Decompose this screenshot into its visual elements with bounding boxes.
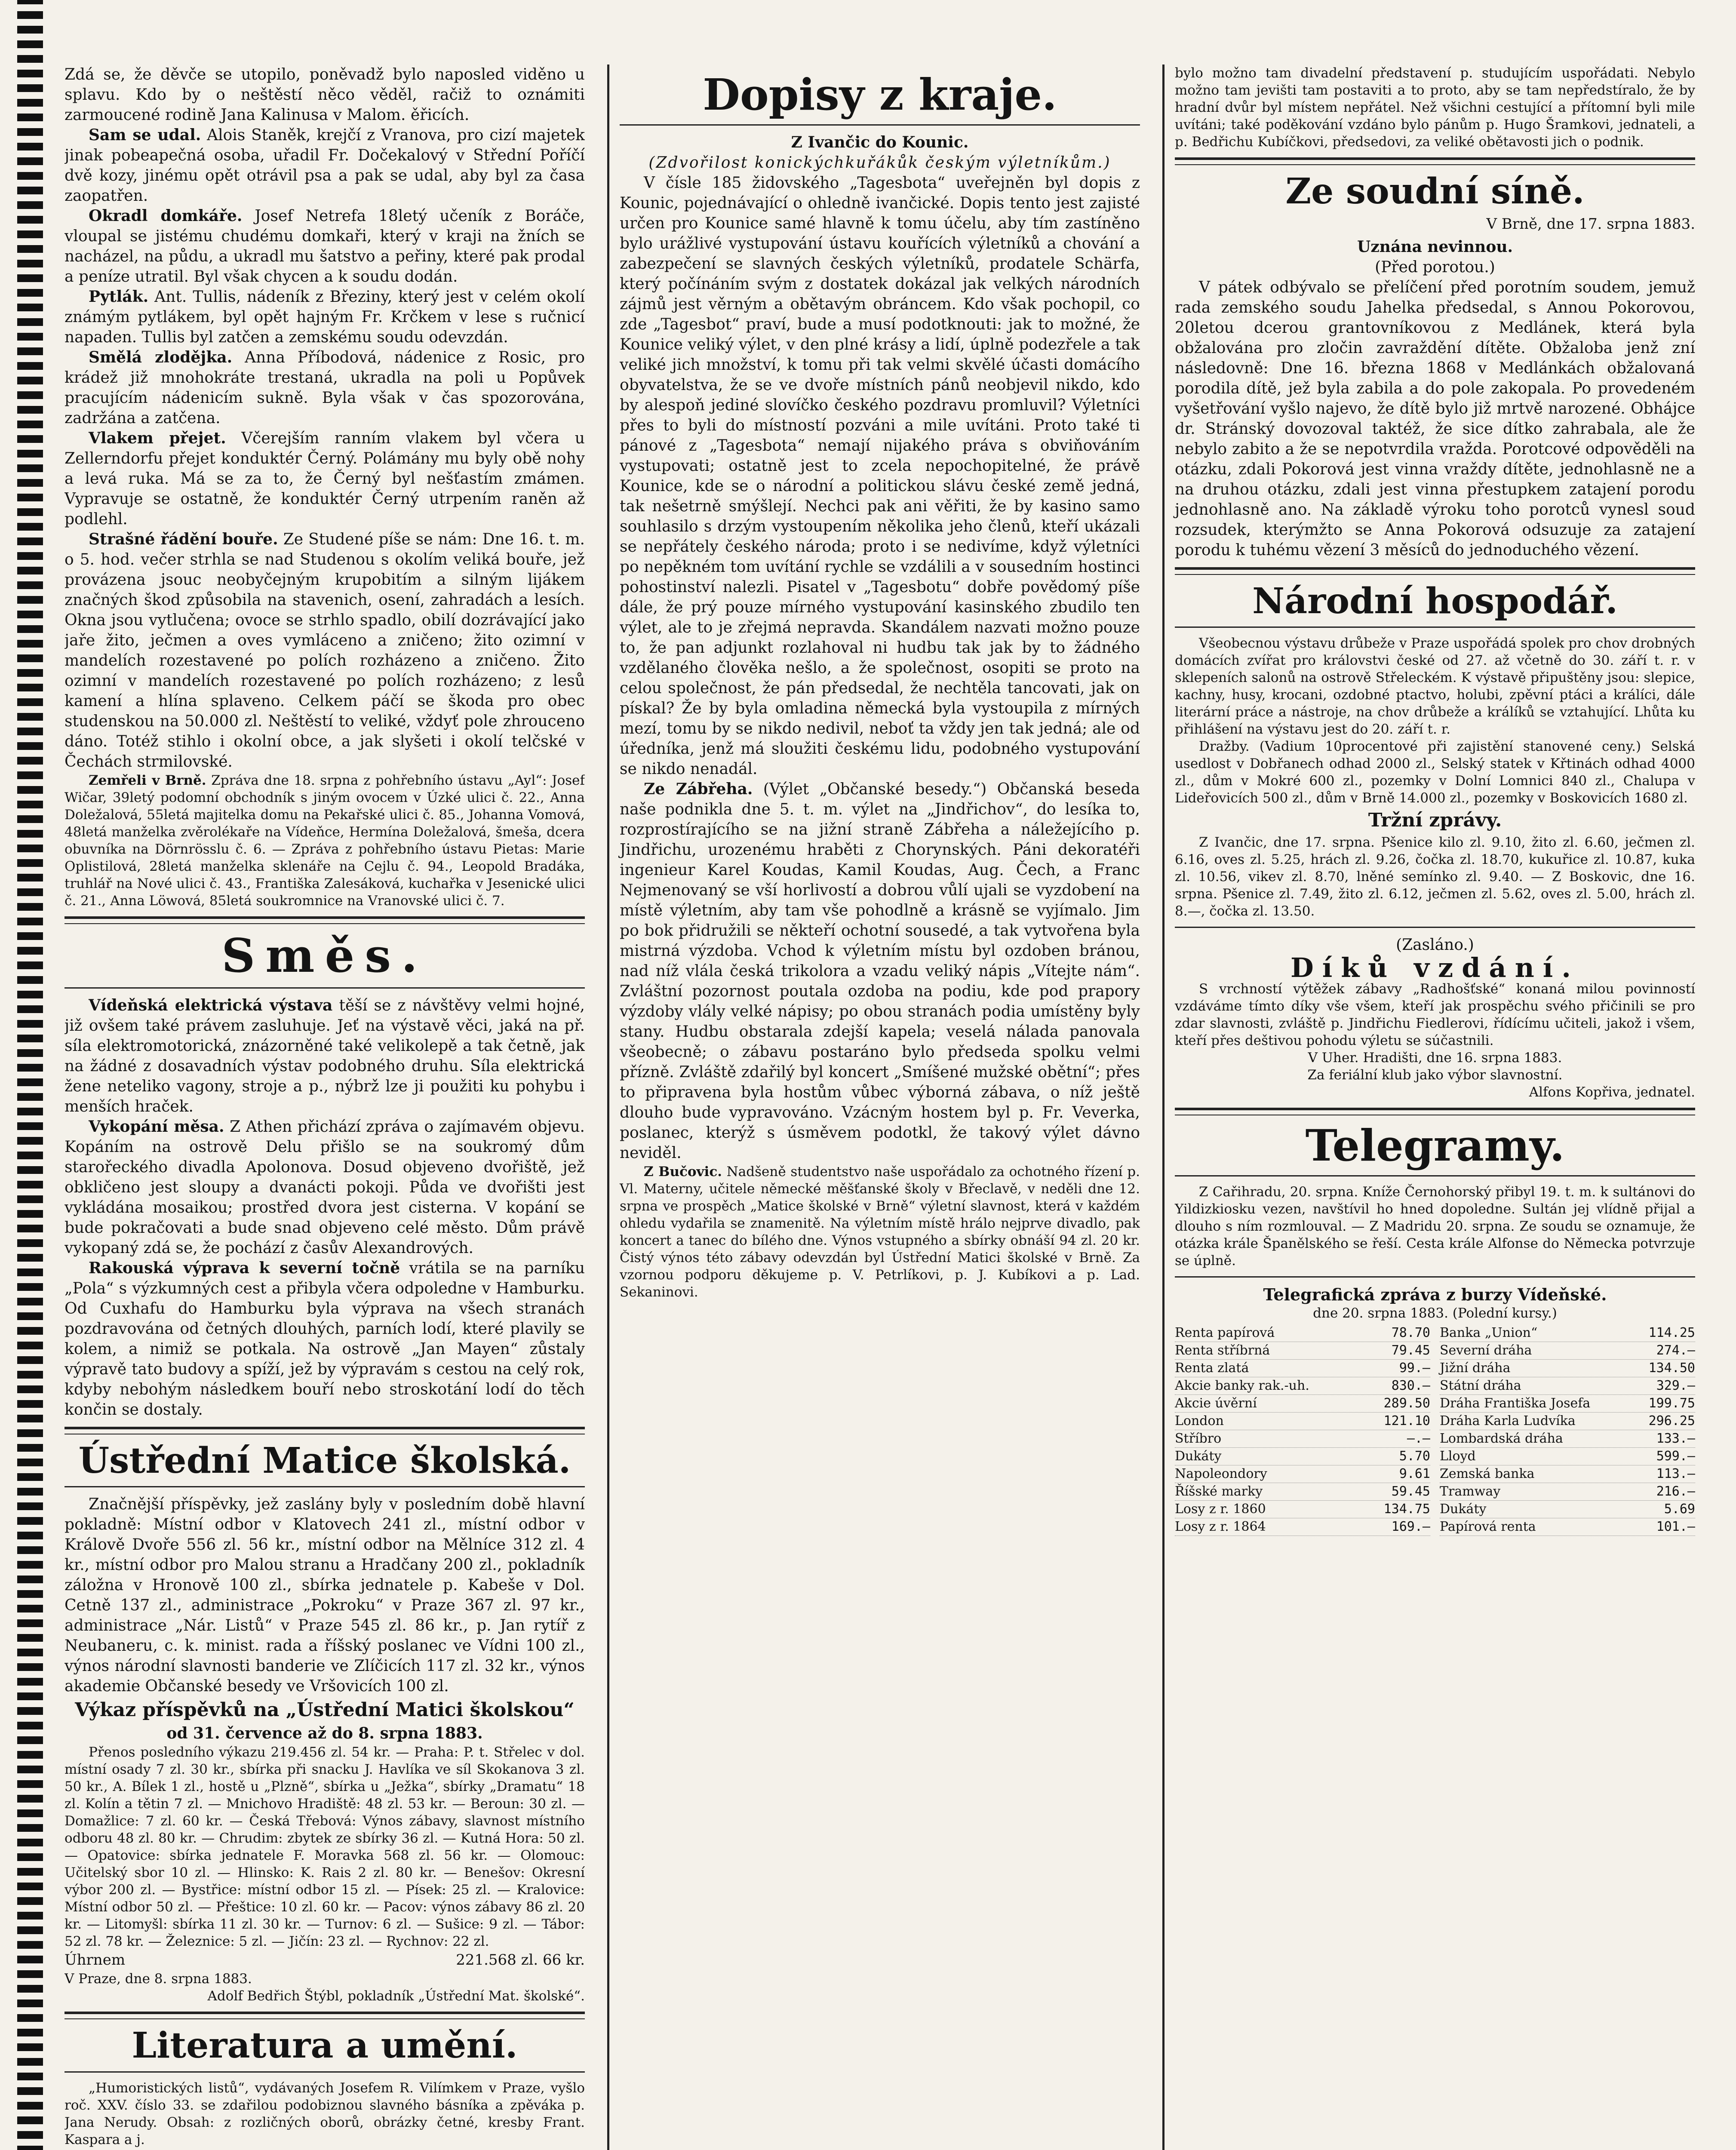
smes-item [65, 995, 585, 1117]
news-item-head: Okradl domkáře. [89, 207, 243, 225]
stock-value: 289.50 [1383, 1396, 1430, 1411]
section-divider [1175, 927, 1695, 928]
stock-name: Tramway [1440, 1484, 1501, 1499]
column-1 [65, 64, 585, 2150]
column-3 [1162, 64, 1695, 2150]
stock-row [1440, 1430, 1695, 1448]
stock-value: 134.75 [1383, 1502, 1430, 1517]
news-item-text: Alois Staněk, krejčí z Vranova, pro cizí majetek jinak pobeapečná osoba, uřadil Fr. Dočekalový v Střední Poříčí dvě kozy, jinému opět otrávil psa a pak se udal, aby byl za časa zaopatřen. [65, 126, 585, 205]
news-item-head: Smělá zlodějka. [89, 348, 233, 366]
stock-row [1175, 1483, 1430, 1501]
stock-value: 199.75 [1648, 1396, 1695, 1411]
stock-value: 5.69 [1664, 1502, 1695, 1517]
stock-name: Lombardská dráha [1440, 1431, 1563, 1447]
stock-name: Lloyd [1440, 1449, 1476, 1464]
trh-title: Tržní zprávy. [1368, 809, 1502, 832]
dopis-ivancice-text: V čísle 185 židovského „Tagesbota“ uveřejněn byl dopis z Kounic, pojednávající o ohledně ivančické. Dopis tento jest zajisté určen pro Kounice samé hlavně k tomu účelu, aby tím zastíněno bylo urážlivé vystupování ústavu kouřících výletníků a chování a zabezpečení se slavných českých výletníků, prodatele Schärfa, který počínáním svým z dostatek dokázal jak velkých národních zájmů jest věrným a obětavým obráncem. Kdo však pochopil, co zde „Tagesbot“ praví, bude a musí podotknouti: jak to možné, že Kounice veliký výlet, v den plné krásy a lidí, úplně podezřele a tak veliké jich množství, k tomu při tak velmi skvělé účasti domácího obyvatelstva, že se ve dvoře místních pánů neobjevil nikdo, kdo by alespoň jediné slovíčko českého pozdravu promluvil? Výletníci přes to byli do místností pozváni a mile uvítáni. Proto také ti pánové z „Tagesbota“ nemají nijakého práva s obviňováním vystupovati; ostatně jest to zcela nepochopitelné, že právě Kounice, kde se o národní a politickou slávu české země jedná, tak nešetrně smýšlejí. Nechci pak ani věřiti, že by kasino samo souhlasilo s drzým vystoupením několika jeho členů, kteří ukázali se nepřátely českého národa; proto i se nedivíme, když výletníci po nepěkném tom uvítání rychle se vzdálili a v sousedním hostinci pohostinství nalezli. Pisatel v „Tagesbotu“ dobře povědomý píše dále, že prý pouze mírného vystupování kasinského zbudilo ten výlet, ale to je zřejmá nepravda. Skandálem nazvati možno pouze to, že pan adjunkt rozlahoval ni hudbu tak jak by to žádného vzdělaného člověka nešlo, a že společnost, osopiti se proto na celou společnost, že pán předsedal, že nechtěla tancovati, jak on pískal? Že by byla omladina německá byla vystoupila z mírných mezí, tomu by se nikdo nedivil, neboť ta vždy jen tak jedná; ale od úředníka, jenž má sloužiti českému lidu, podobného vystupování se nikdo nenadál. [620, 174, 1140, 778]
news-item-head: Vlakem přejet. [89, 429, 226, 447]
news-item-head: Sam se udal. [89, 126, 201, 144]
stock-row [1175, 1324, 1430, 1342]
vykaz-text: Přenos posledního výkazu 219.456 zl. 54 kr. — Praha: P. t. Střelec v dol. místní osady 7 zl. 30 kr., sbírka při snacku J. Havlíka ve síl Skokanova 3 zl. 50 kr., A. Bílek 1 zl., hostě u „Plzně“, sbírka u „Ježka“, sbírky „Dramatu“ 18 zl. Kolín a tětin 7 zl. — Mnichovo Hradiště: 48 zl. 53 kr. — Beroun: 30 zl. — Domažlice: 7 zl. 60 kr. — Česká Třebová: Výnos zábavy, slavnost místního odboru 48 zl. 80 kr. — Chrudim: zbytek ze sbírky 36 zl. — Kutná Hora: 50 zl. — Opatovice: sbírka jednatele F. Moravka 568 zl. 56 kr. — Olomouc: Učitelský sbor 10 zl. — Hlinsko: K. Rais 2 zl. 80 kr. — Benešov: Okresní výbor 200 zl. — Bystřice: místní odbor 15 zl. — Písek: 25 zl. — Kralovice: Místní odbor 50 zl. — Přeštice: 10 zl. 60 kr. — Pacov: výnos zábavy 86 zl. 20 kr. — Litomyšl: sbírka 11 zl. 30 kr. — Turnov: 6 zl. — Sušice: 9 zl. — Tábor: 52 zl. 78 kr. — Železnice: 5 zl. — Jičín: 23 zl. — Rychnov: 22 zl. [65, 1745, 585, 1950]
stock-row [1175, 1413, 1430, 1430]
news-item-head: Zemřeli v Brně. [89, 773, 206, 788]
stock-name: Akcie banky rak.-uh. [1175, 1378, 1309, 1394]
section-divider [65, 2071, 585, 2073]
column-2 [607, 64, 1140, 2150]
dikuvzdani-title: Díků vzdání. [1290, 952, 1579, 984]
news-item [65, 529, 585, 772]
stock-row [1440, 1465, 1695, 1483]
stock-value: 101.— [1656, 1519, 1695, 1535]
news-item-text: Ant. Tullis, nádeník z Březiny, který jest v celém okolí známým pytlákem, byl opět hajným Fr. Krčkem v lese s ručnicí napaden. Tullis byl zatčen a zemskému soudu odevzdán. [65, 288, 585, 346]
dopis-ivancice-head: Z Ivančic do Kounic. [791, 133, 969, 151]
news-item [65, 347, 585, 428]
vykaz-total-label: Úhrnem [65, 1951, 126, 1969]
literatura-title: Literatura a umění. [132, 2025, 518, 2067]
smes-title: Směs. [221, 929, 428, 983]
news-item-text: Anna Příbodová, nádenice z Rosic, pro krádež již mnohokráte trestaná, ukradla na poli u Popůvek pracujícím nádenicím sukně. Byla však v čas spozorována, zadržána a zatčena. [65, 349, 585, 427]
stock-value: 121.10 [1383, 1413, 1430, 1429]
stock-row [1175, 1342, 1430, 1360]
smes-item [65, 1117, 585, 1258]
dikuvzdani-date: V Uher. Hradišti, dne 16. srpna 1883. [1308, 1050, 1562, 1066]
col1-intro: Zdá se, že děvče se utopilo, poněvadž bylo naposled viděno u splavu. Kdo by o neštěstí něco věděl, račiž to oznámiti zarmoucené rodině Jana Kalinusa v Malom. ěřicích. [65, 66, 585, 124]
soud-text: V pátek odbývalo se přelíčení před porotním soudem, jemuž rada zemského soudu Jahelka předsedal, s Annou Pokorovou, 20letou dcerou grantovníkovou z Medlánek, která byla obžalována pro zločin zavraždění dítěte. Obžaloba jenž zní následovně: Dne 16. března 1868 v Medlánkách obžalovaná porodila dítě, jež byla zabila a do pole zakopala. Po provedeném vyšetřování vyšlo najevo, že dítě bylo již mrtvě narozené. Obhájce dr. Stránský dovozoval taktéž, že sice dítko zahrabala, ale že nebylo zabito a že se nepotvrdila vražda. Porotcové odpověděli na otázku, zdali Pokorová jest vinna vraždy dítěte, jednohlasně ne a na druhou otázku, zdali jest vinna přestupkem zatajení porodu jednohlasně ano. Na základě výroku toho porotců vynesl soud rozsudek, kterýmžto se Anna Pokorová odsuzuje za zatajení porodu k tuhému vězení 3 měsíců do jednoduchého vězení. [1175, 279, 1695, 559]
stock-name: Dukáty [1440, 1502, 1487, 1517]
stock-col-right [1440, 1324, 1695, 1536]
stock-row [1175, 1360, 1430, 1377]
stock-row [1440, 1413, 1695, 1430]
smes-item-text: Z Athen přichází zpráva o zajímavém objevu. Kopáním na ostrově Delu přišlo se na soukromý dům starořeckého divadla Apolonova. Dosud objeveno dvořiště, jež obkličeno jest sloupy a dvanácti pokoji. Půda ve dvořišti jest vykládána mosaikou; prostřed dvora jest cisterna. V kopání se bude pokračovati a bude snad objeveno celé město. Dům právě vykopaný zdá se, že pochází z časův Alexandrových. [65, 1118, 585, 1257]
stock-value: 59.45 [1391, 1484, 1430, 1499]
stock-col-left [1175, 1324, 1430, 1536]
stock-value: 216.— [1656, 1484, 1695, 1499]
smes-item-head: Vykopání měsa. [89, 1118, 224, 1136]
dopisy-title: Dopisy z kraje. [703, 69, 1057, 120]
vykaz-total-row [65, 1950, 585, 1970]
section-divider [65, 2012, 585, 2019]
stock-name: Papírová renta [1440, 1519, 1536, 1535]
stock-row [1175, 1430, 1430, 1448]
stock-value: 830.— [1391, 1378, 1430, 1394]
stock-name: Renta papírová [1175, 1325, 1275, 1341]
stock-row [1175, 1395, 1430, 1413]
dikuvzdani-name: Alfons Kopřiva, jednatel. [1529, 1084, 1695, 1100]
stock-name: Napoleondory [1175, 1466, 1267, 1482]
telegramy-title: Telegramy. [1305, 1120, 1565, 1171]
vykaz-total-value: 221.568 zl. 66 kr. [456, 1951, 585, 1969]
stock-name: Dráha Františka Josefa [1440, 1396, 1591, 1411]
stock-name: Říšské marky [1175, 1484, 1263, 1499]
dopis-bucovice-head: Z Bučovic. [644, 1164, 722, 1179]
stock-name: Renta zlatá [1175, 1361, 1249, 1376]
stock-row [1440, 1483, 1695, 1501]
stock-name: Zemská banka [1440, 1466, 1535, 1482]
news-item-head: Pytlák. [89, 288, 149, 306]
smes-item-head: Rakouská výprava k severní točně [89, 1259, 400, 1278]
stock-row [1440, 1448, 1695, 1465]
burza-subtitle: dne 20. srpna 1883. (Polední kursy.) [1313, 1305, 1557, 1321]
stock-name: Dráha Karla Ludvíka [1440, 1413, 1576, 1429]
stock-value: 78.70 [1391, 1325, 1430, 1341]
stock-value: 113.— [1656, 1466, 1695, 1482]
col3-intro: bylo možno tam divadelní představení p. studujícím uspořádati. Nebylo možno tam jevišti tam postaviti a to proto, aby se tam nepředstíralo, že by hradní dvůr byl místem nepřátel. Než všichni cestující a přítomní byli mile uvítáni; také poděkování vzdáno bylo pánům p. Hugo Šramkovi, jednateli, a p. Bedřichu Kubíčkovi, předsedovi, za veliké obětavosti jich o podnik. [1175, 65, 1695, 150]
stock-value: 133.— [1656, 1431, 1695, 1447]
dopis-zabreh-text: (Výlet „Občanské besedy.“) Občanská beseda naše podnikla dne 5. t. m. výlet na „Jindřichov“, do lesíka to, rozprostírajícího se na jižní straně Zábřeha a náležejícího p. Jindřichu, urozenému hraběti z Chorynských. Páni dekoratéři ingenieur Karel Koudas, Kamil Koudas, Aug. Čech, a Franc Nejmenovaný se vší horlivostí a dobrou vůlí ujali se vyzdobení na místě výletním, aby tam vše pohodlně a krásně se vyjímalo. Jim po bok přidružili se někteří ochotní sousedé, a tak vytvořena byla mistrná výzdoba. Vchod k výletním místu byl ozdoben bránou, nad níž vlála česká trikolora a vzadu veliký nápis „Vítejte nám“. Zvláštní pozornost poutala ozdoba na podiu, kde pod prapory výzdoby vlály velké nápisy; po obou stranách podia umístěny byly stany. Hudbu obstarala zdejší kapela; veselá nálada panovala všeobecně; o zábavu postaráno bylo předseda spolku velmi přízně. Zvláště zdařilý byl koncert „Smíšené mužské obětní“; přes to připravena byla hostům vůbec výborná zábava, o níž ještě dlouho bude vypravováno. Vzácným hostem byl p. Fr. Veverka, poslanec, kterýž s úsměvem podotkl, že takový výlet dávno neviděl. [620, 780, 1140, 1162]
section-divider [1175, 567, 1695, 575]
stock-value: 99.— [1399, 1361, 1430, 1376]
section-divider [1175, 157, 1695, 165]
stock-table [1175, 1324, 1695, 1536]
burza-title: Telegrafická zpráva z burzy Vídeňské. [1263, 1285, 1607, 1305]
stock-row [1175, 1465, 1430, 1483]
vykaz-signature: Adolf Bedřich Štýbl, pokladník „Ústřední Mat. školské“. [207, 1988, 585, 2004]
dopis-ivancice-sub: (Zdvořilost konickýchkuřákůk českým výletníkům.) [648, 154, 1111, 172]
news-item-head: Strašné řádění bouře. [89, 530, 278, 548]
stock-name: Severní dráha [1440, 1343, 1532, 1358]
stock-row [1440, 1518, 1695, 1536]
section-divider [1175, 1276, 1695, 1278]
stock-row [1440, 1377, 1695, 1395]
stock-name: Renta stříbrná [1175, 1343, 1270, 1358]
stock-name: Losy z r. 1860 [1175, 1502, 1266, 1517]
matice-text: Značnější příspěvky, jež zaslány byly v posledním době hlavní pokladně: Místní odbor v Klatovech 241 zl., místní odbor v Králově Dvoře 556 zl. 56 kr., místní odbor na Mělníce 312 zl. 4 kr., místní odbor pro Malou stranu a Hradčany 200 zl., pokladník záložna v Hronově 100 zl., sbírka jednatele p. Kabeše v Dol. Cetně 137 zl., administrace „Pokroku“ v Praze 367 zl. 97 kr., administrace „Nár. Listů“ v Praze 545 zl. 86 kr., p. Jan rytíř z Neubaneru, c. k. minist. rada a říšský poslanec ve Vídni 100 zl., výnos národní slavnosti banderie ve Zlíčicích 117 zl. 32 kr., výnos akademie Občanské besedy ve Vršovicích 100 zl. [65, 1496, 585, 1695]
stock-row [1440, 1324, 1695, 1342]
stock-name: Dukáty [1175, 1449, 1222, 1464]
section-divider [65, 987, 585, 989]
dopis-bucovice [620, 1163, 1140, 1301]
dopis-zabreh-head: Ze Zábřeha. [644, 780, 753, 798]
smes-item-head: Vídeňská elektrická výstava [89, 996, 333, 1015]
soud-title: Ze soudní síně. [1285, 171, 1585, 212]
news-item [65, 287, 585, 347]
stock-row [1175, 1518, 1430, 1536]
stock-row [1440, 1360, 1695, 1377]
news-item [65, 428, 585, 529]
section-divider [1175, 627, 1695, 628]
vykaz-date: V Praze, dne 8. srpna 1883. [65, 1971, 252, 1987]
stock-row [1440, 1501, 1695, 1518]
section-divider [65, 1486, 585, 1487]
stock-value: 5.70 [1399, 1449, 1430, 1464]
news-item [65, 206, 585, 287]
stock-value: 114.25 [1648, 1325, 1695, 1341]
zaslano-label: (Zasláno.) [1396, 936, 1474, 954]
news-item [65, 772, 585, 909]
section-divider [1175, 1175, 1695, 1176]
stock-value: 329.— [1656, 1378, 1695, 1394]
stock-name: London [1175, 1413, 1224, 1429]
soud-dateline: V Brně, dne 17. srpna 1883. [1486, 215, 1695, 233]
news-item [65, 125, 585, 206]
soud-sub: (Před porotou.) [1375, 258, 1495, 276]
vykaz-title: Výkaz příspěvků na „Ústřední Matici školskou“ [75, 1699, 575, 1721]
literatura-text: „Humoristických listů“, vydávaných Josefem R. Vilímkem v Praze, vyšlo roč. XXV. číslo 33. se zdařilou podobiznou slavného básníka a zpěváka p. Jana Nerudy. Obsah: z rozličných oborů, obrázky četné, kresby Frant. Kaspara a j. [65, 2080, 585, 2147]
telegramy-text: Z Cařihradu, 20. srpna. Kníže Černohorský přibyl 19. t. m. k sultánovi do Yildizkiosku vezen, navštívil ho hned dopoledne. Sultán jej vlídně přijal a dlouho s ním rozmlouval. — Z Madridu 20. srpna. Ze soudu se oznamuje, že otázka krále Španělského se řeší. Cesta krále Alfonse do Německa potvrzuje se úplně. [1175, 1184, 1695, 1269]
stock-name: Stříbro [1175, 1431, 1222, 1447]
vykaz-subtitle: od 31. července až do 8. srpna 1883. [166, 1724, 483, 1743]
section-divider [620, 124, 1140, 126]
stock-row [1175, 1501, 1430, 1518]
hospodar-title: Národní hospodář. [1252, 580, 1618, 622]
drazby-text: Dražby. (Vadium 10procentové při zajistění stanovené ceny.) Selská usedlost v Dobřanech odhad 2000 zl., Selský statek v Křtinách odhad 4000 zl., dům v Mokré 600 zl., pozemky v Dolní Lomnici 840 zl., Chalupa v Lideřovicích 500 zl., dům v Brně 14.000 zl., pozemky v Boskovicích 1680 zl. [1175, 739, 1695, 806]
section-divider [65, 916, 585, 924]
stock-row [1440, 1342, 1695, 1360]
stock-value: 134.50 [1648, 1361, 1695, 1376]
dikuvzdani-sign: Za feriální klub jako výbor slavnostní. [1307, 1067, 1563, 1083]
stock-value: 599.— [1656, 1449, 1695, 1464]
matice-title: Ústřední Matice školská. [78, 1440, 571, 1482]
hospodar-text: Všeobecnou výstavu drůbeže v Praze uspořádá spolek pro chov drobných domácích zvířat pro královstvi české od 27. až včetně do 30. září t. r. v sklepeních salonů na ostrově Střeleckém. K výstavě připuštěny jsou: slepice, kachny, husy, krocani, ozdobné ptactvo, holubi, zpěvní ptáci a králíci, dále literární práce a nástroje, na chov drůbeže a králíků se vztahující. Lhůta ku přihlášení na výstavu jest do 20. září t. r. [1175, 636, 1695, 737]
stock-name: Akcie úvěrní [1175, 1396, 1257, 1411]
smes-item-text: vrátila se na parníku „Pola“ s výzkumných cest a přibyla včera odpoledne v Hamburku. Od Cuxhafu do Hamburku byla výprava na všech stranách pozdravována od četných dlouhých, parních lodí, které plavily se kolem, a nimiž se potkala. Na ostrově „Jan Mayen“ zůstaly výpravě tato budovy a spíží, jež by výpravám s cestou na celý rok, kdyby nebohým následkem bouří nebo stroskotání lodí do těch končin se dostaly. [65, 1259, 585, 1419]
news-item-text: Zpráva dne 18. srpna z pohřebního ústavu „Ayl“: Josef Wičar, 39letý podomní obchodník s jiným ovocem v Úzké ulici č. 22., Anna Doležalová, 55letá majitelka domu na Pekařské ulici č. 85., Johanna Vomová, 48letá manželka zvěrolékaře na Vídeňce, Hermína Doležalová, šmeša, dcera obuvníka na Dörnrösslu č. 6. — Zpráva z pohřebního ústavu Pietas: Marie Oplistilová, 28letá manželka sklenáře na Cejlu č. 94., Leopold Bradáka, truhlář na Nové ulici č. 43., Františka Zalesáková, kuchařka v Jesenické ulici č. 21., Anna Löwová, 85letá soukromnice na Vranovské ulici č. 7. [65, 773, 585, 909]
news-item-text: Včerejším ranním vlakem byl včera u Zellerndorfu přejet konduktér Černý. Polámány mu byly obě nohy a levá ruka. Má se za to, že Černý byl nešťastím zmámen. Vypravuje se ostatně, že konduktér Černý utrpením raněn až podlehl. [65, 430, 585, 528]
dopis-zabreh [620, 779, 1140, 1163]
soud-head: Uznána nevinnou. [1357, 238, 1513, 256]
stock-value: 274.— [1656, 1343, 1695, 1358]
smes-item-text: těší se z návštěvy velmi hojné, již ovšem také právem zasluhuje. Jeť na výstavě věci, jaká na př. síla elektromotorická, znázorněné také velikolepě a tak četně, jak na žádné z dosavadních výstav podobného druhu. Síla elektrická žene neteliko vagony, stroje a p., nýbrž lze ji použiti ku pohybu i menších hraček. [65, 997, 585, 1116]
stock-value: 169.— [1391, 1519, 1430, 1535]
stock-value: —.— [1407, 1431, 1430, 1447]
stock-name: Banka „Union“ [1440, 1325, 1538, 1341]
stock-row [1440, 1395, 1695, 1413]
dikuvzdani-text: S vrchností výtěžek zábavy „Radhošťské“ konaná milou povinností vzdáváme tímto díky vše všem, kteří jak prospěchu svého přičinili se pro zdar slavnosti, zvláště p. Jindřichu Fiedlerovi, řídícímu učiteli, jakož i všem, kteří přes deštivou pohodu výletu se súčastnili. [1175, 981, 1695, 1049]
stock-value: 9.61 [1399, 1466, 1430, 1482]
stock-name: Losy z r. 1864 [1175, 1519, 1266, 1535]
news-item-text: Ze Studené píše se nám: Dne 16. t. m. o 5. hod. večer strhla se nad Studenou s okolím veliká bouře, jež provázena jsouc neobyčejným krupobitím a silným lijákem značných škod způsobila na stavenich, osení, zahradách a lesích. Okna jsou vytlučena; ovoce se strhlo spadlo, obilí dozrávající jako jaře žito, ječmen a oves vymláceno a zničeno; žito ozimní v mandelích rozestavené po polích rozházeno a zničeno. Žito ozimní v mandelích rozestavené po polích rozházeno; z lesů kamení a hlína splaveno. Celkem páčí se škoda pro obec studenskou na 50.000 zl. Neštěstí to veliké, vždyť pole zhrouceno dáno. Totéž stihlo i okolní obce, a jak slyšeti i okolí telčské v Čechách strmilovské. [65, 531, 585, 771]
section-divider [1175, 1108, 1695, 1115]
dopis-bucovice-text: Nadšeně studentstvo naše uspořádalo za ochotného řízení p. Vl. Materny, učitele německé měšťanské školy v Břeclavě, v neděli dne 12. srpna ve prospěch „Matice školské v Brně“ výletní slavnost, která v každém ohledu vydařila se znamenitě. Na výletním místě hrálo nejprve divadlo, pak koncert a tanec do bílého dne. Výnos vstupného a sbírky obnáší 94 zl. 20 kr. Čistý výnos této zábavy odevzdán byl Ústřední Matici školské v Brně. Za vzornou podporu děkujeme p. V. Petrlíkovi, p. J. Kubíkovi a p. Lad. Sekaninovi. [620, 1164, 1140, 1300]
trh-text: Z Ivančic, dne 17. srpna. Pšenice kilo zl. 9.10, žito zl. 6.60, ječmen zl. 6.16, oves zl. 5.25, hrách zl. 9.26, čočka zl. 18.70, kukuřice zl. 10.87, kuka zl. 10.56, vikev zl. 8.70, lněné semínko zl. 9.40. — Z Boskovic, dne 16. srpna. Pšenice zl. 7.49, žito zl. 6.12, ječmen zl. 5.62, oves zl. 5.00, hrách zl. 8.—, čočka zl. 13.50. [1175, 835, 1695, 919]
stock-value: 296.25 [1648, 1413, 1695, 1429]
smes-item [65, 1258, 585, 1420]
section-divider [65, 1427, 585, 1434]
stock-name: Státní dráha [1440, 1378, 1521, 1394]
news-item-text: Josef Netrefa 18letý učeník z Boráče, vloupal se jistému chudému domkaři, který v kraji na žních se nacházel, na půdu, a ukradl mu šatstvo a peřiny, které pak prodal a peníze utratil. Byl však chycen a k soudu dodán. [65, 207, 585, 286]
stock-name: Jižní dráha [1440, 1361, 1511, 1376]
stock-row [1175, 1448, 1430, 1465]
stock-value: 79.45 [1391, 1343, 1430, 1358]
stock-row [1175, 1377, 1430, 1395]
